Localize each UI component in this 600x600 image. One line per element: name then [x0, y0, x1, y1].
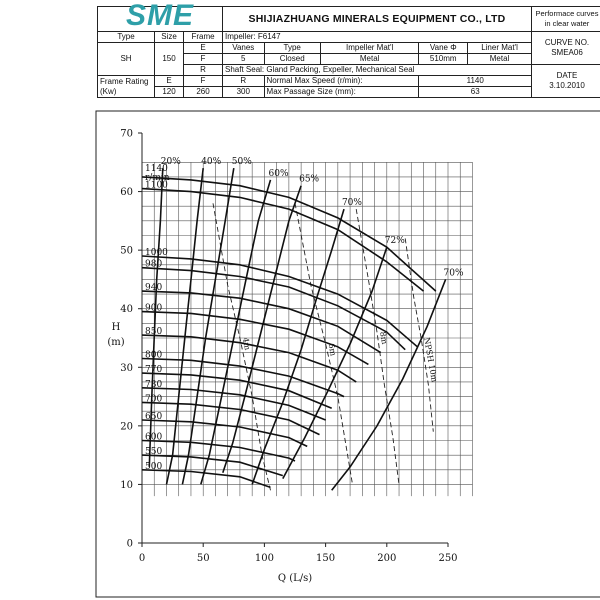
efficiency-curve-label: 70%	[443, 268, 464, 279]
speed-curve	[142, 441, 295, 462]
speed-curve-label: 730	[145, 379, 163, 390]
x-tick-label: 50	[196, 553, 210, 564]
x-tick-label: 150	[316, 553, 336, 564]
frame-f: F	[184, 54, 223, 65]
speed-curve-label: 900	[145, 303, 163, 314]
speed-curve-label: 800	[145, 350, 163, 361]
speed-curve-label: 980	[145, 259, 163, 270]
y-axis-unit: (m)	[107, 337, 125, 348]
y-tick-label: 50	[120, 245, 133, 257]
size-label: Size	[155, 32, 184, 43]
efficiency-curve	[149, 168, 163, 467]
x-tick-label: 0	[138, 553, 146, 564]
speed-curve	[142, 470, 271, 488]
impeller-material-value: Metal	[320, 54, 419, 65]
rating-value-e: 120	[155, 87, 184, 98]
speed-unit-label: r/min	[145, 172, 170, 183]
speed-curve-label: 1140	[145, 163, 168, 174]
company-name: SHIJIAZHUANG MINERALS EQUIPMENT CO., LTD	[248, 12, 506, 25]
speed-curve-label: 1000	[145, 248, 168, 258]
speed-curve-label: 1100	[145, 180, 168, 191]
x-tick-label: 200	[377, 553, 397, 564]
speed-curve-label: 700	[145, 394, 163, 405]
size-value: 150	[155, 43, 184, 76]
impeller-type-label: Type	[264, 43, 320, 54]
type-label: Type	[98, 32, 155, 43]
efficiency-curve-label: 40%	[201, 157, 222, 168]
speed-curve-label: 850	[145, 327, 163, 338]
date-value: 3.10.2010	[549, 81, 585, 90]
y-axis-label: H	[111, 322, 121, 333]
speed-curve-label: 500	[145, 461, 163, 472]
vanes-label: Vanes	[223, 43, 265, 54]
speed-curve-label: 650	[145, 412, 163, 422]
max-passage-value: 63	[419, 87, 532, 98]
efficiency-curve	[182, 168, 233, 484]
y-tick-label: 40	[120, 304, 133, 316]
impeller-material-label: Impeller Mat'l	[320, 43, 419, 54]
efficiency-curve-label: 20%	[160, 157, 181, 168]
npsh-curve-label: 8m	[378, 330, 390, 345]
liner-material-value: Metal	[468, 54, 532, 65]
vane-diameter-value: 510mm	[419, 54, 468, 65]
impeller-type-value: Closed	[264, 54, 320, 65]
speed-curve-label: 550	[145, 447, 163, 458]
rating-frame-f: F	[184, 76, 223, 87]
frame-e: E	[184, 43, 223, 54]
type-value: SH	[98, 43, 155, 76]
curve-number-value: SMEA06	[551, 48, 583, 57]
liner-material-label: Liner Mat'l	[468, 43, 532, 54]
frame-rating-label: Frame Rating (Kw)	[98, 76, 155, 98]
vanes-value: 5	[223, 54, 265, 65]
efficiency-curve-label: 72%	[384, 236, 405, 247]
efficiency-curve-label: 50%	[231, 157, 252, 168]
chart-frame	[96, 111, 600, 597]
max-speed-value: 1140	[419, 76, 532, 87]
company-logo: SME	[125, 0, 194, 32]
npsh-curves	[213, 203, 439, 490]
rating-value-f: 260	[184, 87, 223, 98]
shaft-seal: Shaft Seal: Gland Packing, Expeller, Mechanical Seal	[223, 65, 532, 76]
x-tick-label: 250	[438, 553, 458, 564]
speed-curve	[142, 291, 381, 353]
impeller-label: Impeller: F6147	[223, 32, 532, 43]
npsh-curve-label: 4m	[240, 336, 253, 351]
rating-frame-e: E	[155, 76, 184, 87]
max-speed-label: Normal Max Speed (r/min):	[264, 76, 419, 87]
x-axis-label: Q (L/s)	[277, 573, 313, 584]
efficiency-curve	[201, 180, 271, 485]
y-tick-label: 30	[120, 362, 133, 374]
speed-curve-label: 600	[145, 432, 163, 443]
y-tick-label: 0	[126, 538, 133, 550]
efficiency-curve	[283, 247, 390, 478]
speed-curve	[142, 359, 344, 397]
npsh-curve-label: NPSH 10m	[422, 336, 439, 383]
efficiency-curve	[167, 168, 204, 484]
efficiency-curve-label: 65%	[299, 174, 320, 185]
efficiency-curve-label: 60%	[268, 168, 289, 179]
y-tick-label: 70	[120, 128, 133, 140]
vane-diameter-label: Vane Φ	[419, 43, 468, 54]
curve-number-label: CURVE NO.	[544, 38, 590, 47]
npsh-curve-label: 6m	[326, 342, 338, 357]
frame-r: R	[184, 65, 223, 76]
efficiency-curve-label: 70%	[341, 198, 362, 209]
max-passage-label: Max Passage Size (mm):	[264, 87, 419, 98]
rating-value-r: 300	[223, 87, 265, 98]
y-tick-label: 20	[120, 421, 133, 433]
speed-curve-label: 940	[145, 283, 163, 294]
y-tick-label: 60	[120, 187, 133, 199]
speed-curve-label: 770	[145, 365, 163, 376]
y-tick-label: 10	[120, 479, 133, 491]
date-label: DATE	[556, 71, 578, 80]
frame-label: Frame	[184, 32, 223, 43]
performance-note: Performace curves in clear water	[532, 7, 600, 32]
rating-frame-r: R	[223, 76, 265, 87]
x-tick-label: 100	[254, 553, 274, 564]
